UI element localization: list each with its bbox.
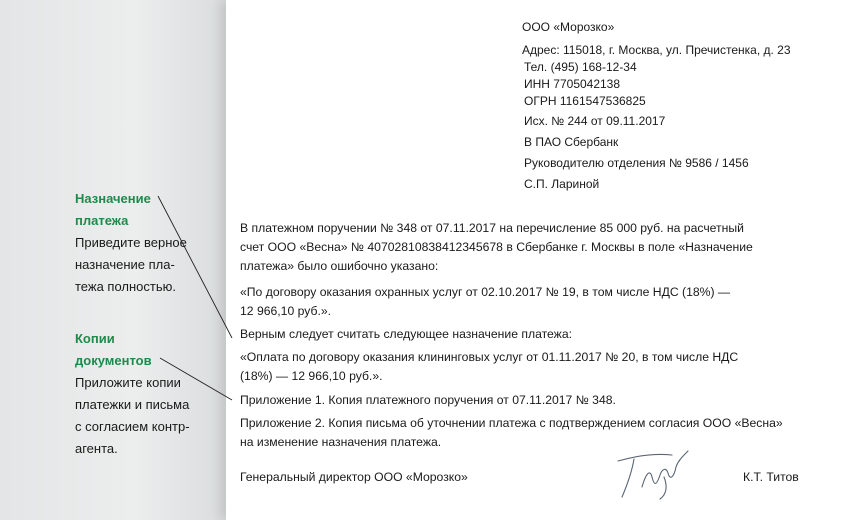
note-body-line: Приведите верное [75,235,187,250]
text-line: «По договору оказания охранных услуг от 02.10.2017 № 19, в том числе НДС (18%) — [240,285,731,299]
ogrn-line: ОГРН 1161547536825 [524,94,646,108]
text-line: на изменение назначения платежа. [240,435,442,449]
note-body-line: Приложите копии [75,375,181,390]
attachment-2 [240,414,830,452]
recipient-name: С.П. Лариной [524,177,600,191]
text-line: В платежном поручении № 348 от 07.11.2017 на перечисление 85 000 руб. на расчетный [240,221,744,235]
note-body-line: платежки и письма [75,397,190,412]
note-body-line: тежа полностью. [75,279,176,294]
note-body-line: назначение пла- [75,257,175,272]
leader-line-payment-purpose [158,196,232,338]
company-name: ООО «Морозко» [522,20,615,34]
correct-purpose-intro: Верным следует считать следующее назначение платежа: [240,327,572,341]
text-line: платежа» было ошибочно указано: [240,259,439,273]
attachment-1: Приложение 1. Копия платежного поручения от 07.11.2017 № 348. [240,393,616,407]
signer-name: К.Т. Титов [743,470,799,484]
inn-line: ИНН 7705042138 [524,77,621,91]
correct-purpose-quote [240,348,830,386]
text-line: Приложение 2. Копия письма об уточнении платежа с подтверждением согласия ООО «Весна» [240,416,783,430]
phone-line: Тел. (495) 168-12-34 [524,60,637,74]
text-line: счет ООО «Весна» № 40702810838412345678 в Сбербанке г. Москвы в поле «Назначение [240,240,753,254]
note-body-line: с согласием контр- [75,419,190,434]
leader-line-document-copies [160,358,232,400]
text-line: (18%) — 12 966,10 руб.». [240,369,383,383]
text-line: 12 966,10 руб.». [240,304,332,318]
note-body-line: агента. [75,441,118,456]
note-title-line: Копии [75,331,115,346]
intro-paragraph [240,219,830,276]
address-line: Адрес: 115018, г. Москва, ул. Пречистенка, д. 23 [522,43,791,57]
note-title-line: документов [75,353,152,368]
note-title-line: платежа [75,213,129,228]
text-line: «Оплата по договору оказания клининговых услуг от 01.11.2017 № 20, в том числе НДС [240,350,739,364]
recipient-bank: В ПАО Сбербанк [524,135,619,149]
signer-position: Генеральный директор ООО «Морозко» [240,470,468,484]
recipient-position: Руководителю отделения № 9586 / 1456 [524,156,749,170]
outgoing-number: Исх. № 244 от 09.11.2017 [524,114,666,128]
handwritten-signature-icon [612,447,692,503]
note-title-line: Назначение [75,191,151,206]
wrong-purpose-quote [240,283,830,321]
